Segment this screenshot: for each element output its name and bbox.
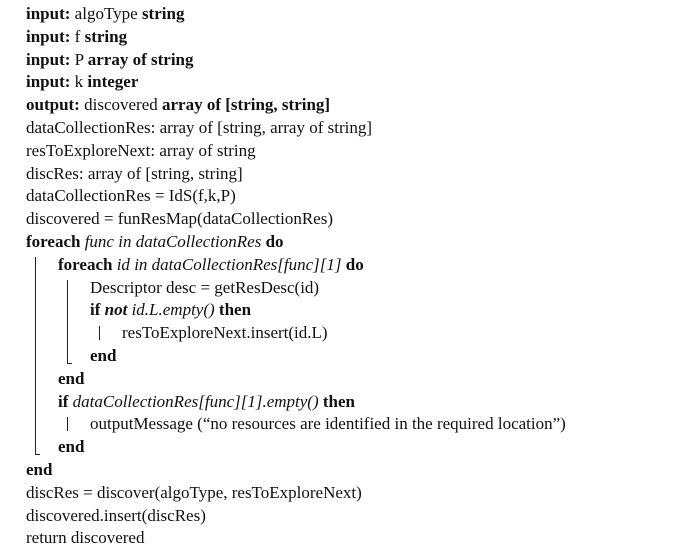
param-type: string (84, 26, 128, 46)
assignment-line: dataCollectionRes = IdS(f,k,P) (26, 186, 236, 206)
input-line-f (26, 26, 681, 49)
param-name: P (70, 49, 88, 69)
inner-if-bar (99, 326, 100, 340)
declaration-line: dataCollectionRes: array of [string, array of string] (26, 117, 373, 137)
inner-if-header (90, 299, 681, 322)
inner-foreach-body (58, 277, 681, 368)
outer-if-header (58, 391, 681, 414)
input-keyword: input: (26, 4, 71, 23)
if-keyword: if (90, 300, 101, 320)
assignment-line: discovered = funResMap(dataCollectionRes) (26, 209, 334, 229)
insert-line: resToExploreNext.insert(id.L) (122, 323, 328, 343)
input-line-p (26, 49, 681, 72)
inner-block-bar (67, 280, 68, 364)
loop-variable: id (116, 254, 130, 274)
outer-block-tick (35, 454, 40, 455)
output-keyword: output: (26, 95, 80, 115)
outer-foreach-end (26, 459, 681, 482)
output-message-line: outputMessage (“no resources are identified in the required location”) (90, 414, 566, 434)
inner-block-tick (67, 363, 72, 364)
outer-foreach-body (26, 254, 681, 459)
param-name: k (70, 72, 88, 92)
descriptor-line: Descriptor desc = getResDesc(id) (90, 277, 320, 297)
foreach-keyword: foreach (26, 231, 81, 251)
outer-if-bar (67, 417, 68, 431)
then-keyword: then (322, 391, 356, 411)
foreach-keyword: foreach (58, 254, 113, 274)
loop-collection: dataCollectionRes (135, 231, 262, 251)
if-condition: dataCollectionRes[func][1].empty() (72, 391, 319, 411)
discover-line: discRes = discover(algoType, resToExploreNext) (26, 482, 362, 502)
then-keyword: then (218, 300, 252, 320)
input-keyword: input: (26, 49, 71, 69)
input-line-k (26, 71, 681, 94)
inner-foreach-end (58, 368, 681, 391)
param-name: algoType (70, 4, 142, 23)
in-keyword: in (134, 254, 148, 274)
input-keyword: input: (26, 72, 71, 92)
inner-foreach-header (58, 254, 681, 277)
outer-if-body (58, 413, 681, 436)
output-name: discovered (79, 95, 162, 115)
end-keyword: end (58, 368, 85, 388)
if-condition: id.L.empty() (131, 300, 215, 320)
return-line: return discovered (26, 528, 145, 548)
loop-variable: func (84, 231, 114, 251)
param-type: integer (87, 72, 139, 92)
do-keyword: do (265, 231, 284, 251)
param-name: f (70, 26, 85, 46)
inner-if-end (90, 345, 681, 368)
algorithm-listing (26, 3, 681, 550)
outer-block-bar (35, 257, 36, 455)
end-keyword: end (26, 459, 53, 479)
in-keyword: in (118, 231, 132, 251)
outer-if-end (58, 436, 681, 459)
declaration-line: resToExploreNext: array of string (26, 140, 256, 160)
declaration-line: discRes: array of [string, string] (26, 163, 243, 183)
outer-foreach-header (26, 231, 681, 254)
do-keyword: do (345, 254, 364, 274)
output-line (26, 94, 681, 117)
not-keyword: not (104, 300, 128, 320)
end-keyword: end (90, 345, 117, 365)
if-keyword: if (58, 391, 69, 411)
inner-if-body (90, 322, 681, 345)
insert-result-line: discovered.insert(discRes) (26, 505, 206, 525)
loop-collection: dataCollectionRes[func][1] (151, 254, 342, 274)
end-keyword: end (58, 437, 85, 457)
input-keyword: input: (26, 26, 71, 46)
output-type: array of [string, string] (162, 95, 331, 115)
input-line-algotype (26, 3, 681, 26)
param-type: array of string (87, 49, 194, 69)
param-type: string (141, 4, 185, 23)
